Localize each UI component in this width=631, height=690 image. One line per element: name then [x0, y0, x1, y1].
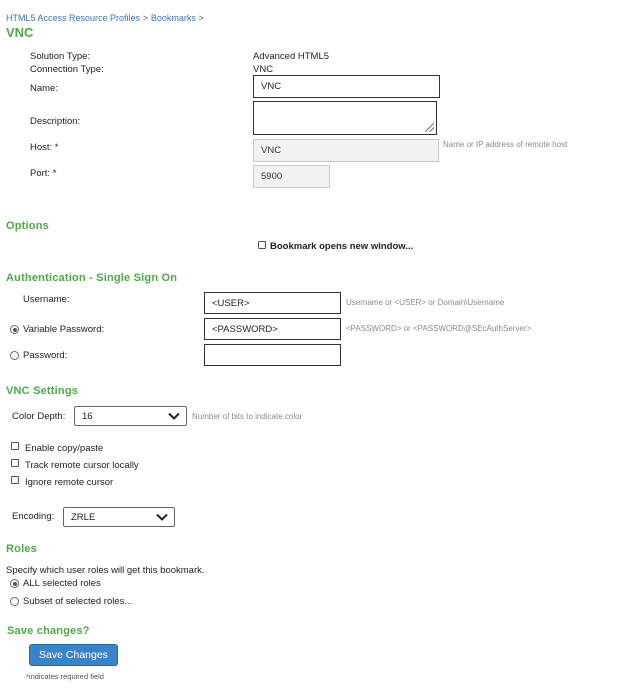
save-heading: Save changes? [7, 625, 90, 637]
host-label: Host: * [30, 142, 59, 153]
solution-type-label: Solution Type: [30, 51, 91, 62]
port-input[interactable]: 5900 [253, 165, 330, 188]
breadcrumb-separator: > [142, 13, 149, 23]
name-label: Name: [30, 83, 58, 94]
color-depth-label: Color Depth: [12, 411, 66, 422]
chevron-down-icon [168, 412, 180, 420]
description-textarea[interactable] [253, 101, 437, 135]
variable-password-input[interactable]: <PASSWORD> [204, 318, 341, 340]
password-label: Password: [23, 350, 68, 361]
chevron-down-icon [156, 513, 168, 521]
breadcrumb-link-profiles[interactable]: HTML5 Access Resource Profiles [6, 13, 141, 23]
variable-password-label: Variable Password: [23, 324, 105, 335]
username-hint: Username or <USER> or Domain\Username [346, 298, 505, 307]
subset-roles-label: Subset of selected roles... [23, 596, 133, 607]
roles-description: Specify which user roles will get this bookmark. [6, 565, 205, 576]
all-roles-radio[interactable] [10, 579, 19, 588]
username-label: Username: [23, 294, 70, 305]
options-heading: Options [6, 220, 49, 232]
subset-roles-radio[interactable] [10, 597, 19, 606]
description-label: Description: [30, 116, 81, 127]
color-depth-hint: Number of bits to indicate color [192, 412, 303, 421]
color-depth-select[interactable] [74, 406, 187, 426]
name-input[interactable]: VNC [253, 75, 440, 98]
track-cursor-label: Track remote cursor locally [25, 460, 139, 471]
new-window-label: Bookmark opens new window... [270, 241, 414, 252]
enable-copy-paste-checkbox[interactable] [11, 442, 19, 450]
password-input[interactable] [204, 344, 341, 366]
host-input[interactable]: VNC [253, 139, 439, 162]
save-changes-button[interactable]: Save Changes [29, 644, 118, 666]
required-note: *indicates required field [26, 672, 104, 681]
username-input[interactable]: <USER> [204, 292, 341, 314]
variable-password-hint: <PASSWORD> or <PASSWORD@SEcAuthServer> [346, 324, 532, 333]
resize-grip-icon[interactable] [425, 123, 434, 132]
breadcrumb-link-bookmarks[interactable]: Bookmarks [150, 13, 196, 23]
ignore-cursor-checkbox[interactable] [11, 476, 19, 484]
port-label: Port: * [30, 168, 57, 179]
vnc-settings-heading: VNC Settings [6, 385, 79, 397]
encoding-select[interactable] [63, 507, 175, 527]
roles-heading: Roles [6, 543, 37, 555]
track-cursor-checkbox[interactable] [11, 459, 19, 467]
variable-password-radio[interactable] [10, 325, 19, 334]
encoding-label: Encoding: [12, 511, 55, 522]
solution-type-value: Advanced HTML5 [253, 51, 330, 62]
ignore-cursor-label: Ignore remote cursor [25, 477, 114, 488]
page-title: VNC [6, 25, 34, 40]
password-radio[interactable] [10, 351, 19, 360]
connection-type-label: Connection Type: [30, 64, 104, 75]
connection-type-value: VNC [253, 64, 274, 75]
breadcrumb-separator: > [198, 13, 204, 23]
enable-copy-paste-label: Enable copy/paste [25, 443, 104, 454]
auth-heading: Authentication - Single Sign On [6, 272, 178, 284]
all-roles-label: ALL selected roles [23, 578, 101, 589]
encoding-value: ZRLE [71, 511, 96, 523]
host-hint: Name or IP address of remote host [443, 140, 568, 149]
breadcrumb [6, 13, 204, 24]
color-depth-value: 16 [82, 410, 93, 422]
new-window-checkbox[interactable] [258, 241, 266, 249]
